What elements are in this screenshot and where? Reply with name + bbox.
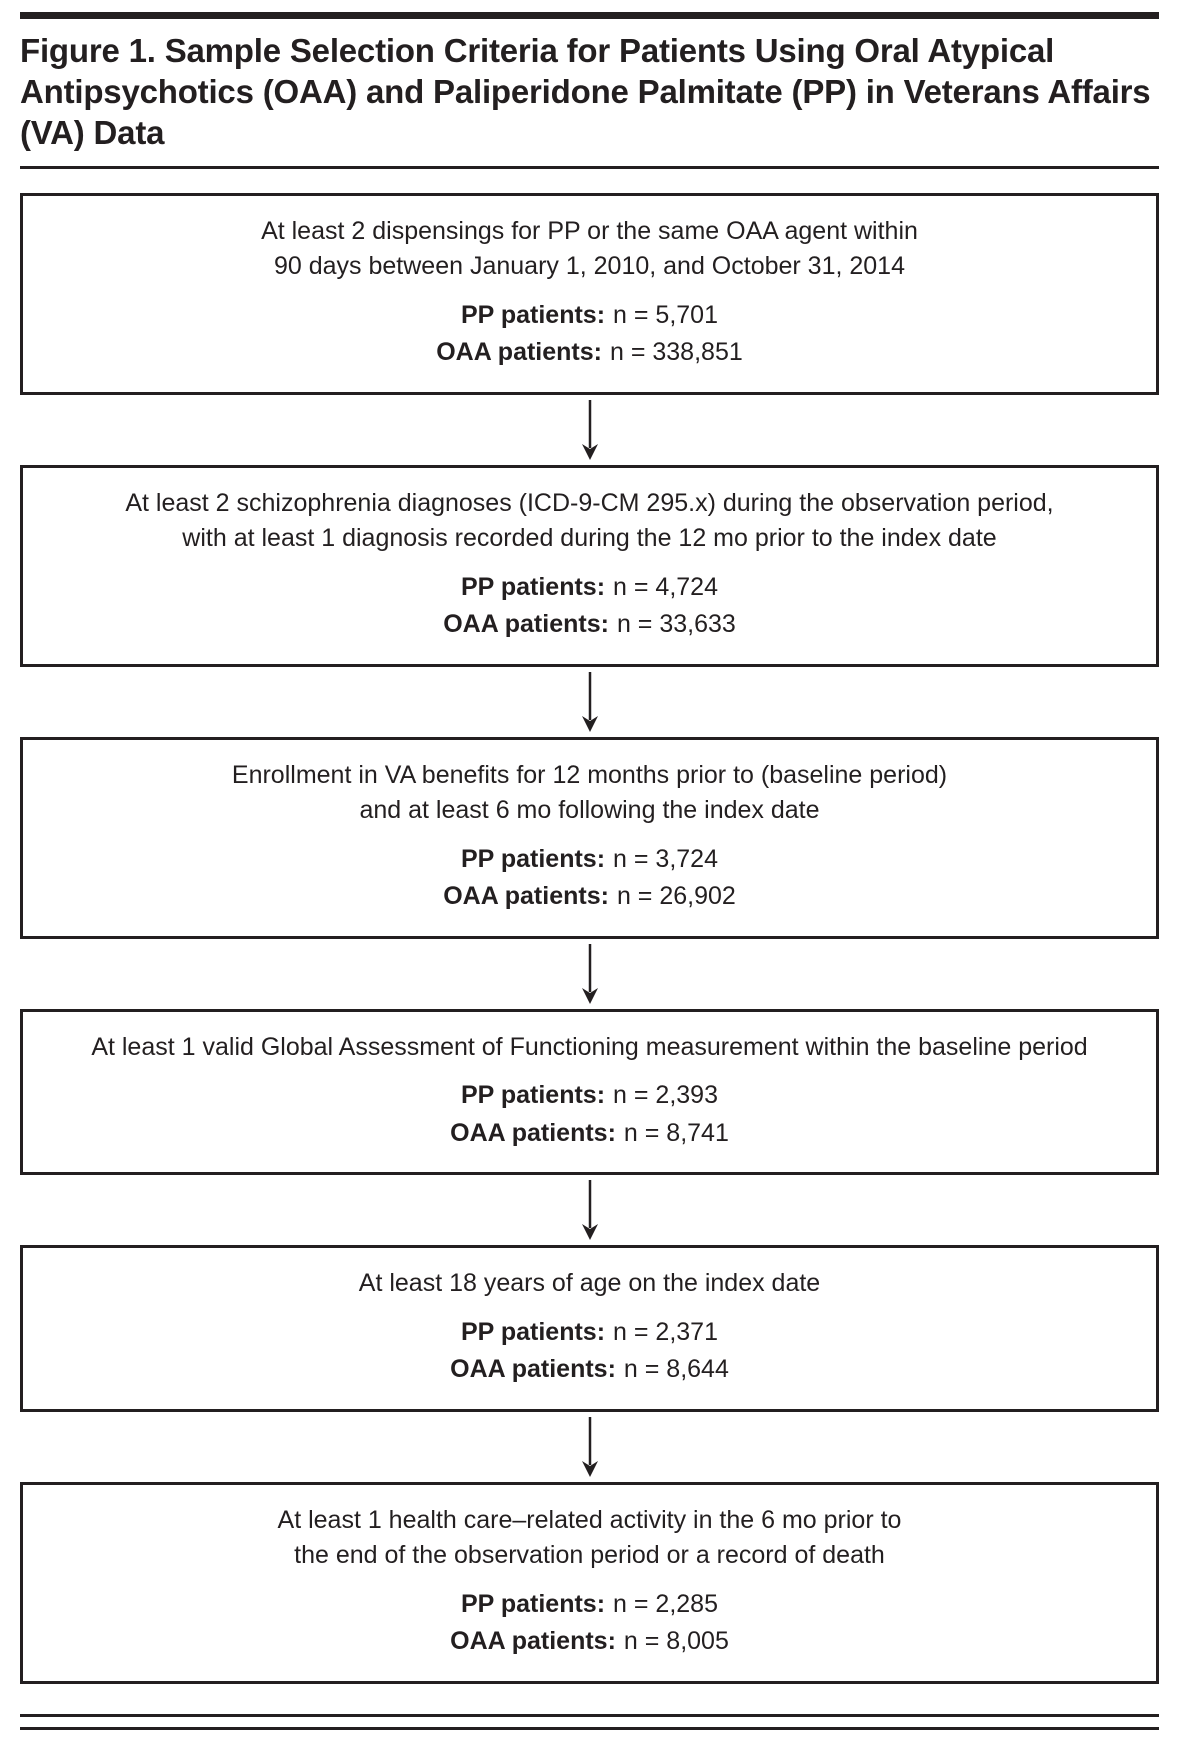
counts [49, 569, 1130, 644]
criteria-line: At least 1 valid Global Assessment of Functioning measurement within the baseline period [91, 1032, 1088, 1061]
criteria-line: At least 18 years of age on the index date [358, 1269, 821, 1298]
figure-title: Figure 1. Sample Selection Criteria for Patients Using Oral Atypical Antipsychotics (OAA) and Paliperidone Palmitate (PP) in Veterans Affairs (VA) Data [20, 32, 1151, 151]
pp-count [49, 1586, 1130, 1624]
oaa-value: n = 8,741 [623, 1118, 729, 1147]
pp-label: PP patients: [461, 572, 606, 601]
flow-box-age [20, 1245, 1159, 1412]
flow-box-enrollment [20, 737, 1159, 939]
pp-value: n = 4,724 [613, 572, 718, 601]
counts [49, 297, 1130, 372]
criteria-line: the end of the observation period or a record of death [294, 1541, 885, 1570]
counts [49, 1077, 1130, 1152]
criteria-text [49, 214, 1130, 285]
pp-count [49, 569, 1130, 607]
flowchart [20, 193, 1159, 1684]
pp-value: n = 2,393 [613, 1081, 718, 1110]
down-arrow [578, 667, 602, 737]
flow-box-activity [20, 1482, 1159, 1684]
criteria-text [49, 1503, 1130, 1574]
down-arrow [578, 1412, 602, 1482]
oaa-count [49, 1115, 1130, 1153]
down-arrow [578, 395, 602, 465]
criteria-line: At least 2 schizophrenia diagnoses (ICD-9-CM 295.x) during the observation period, [125, 488, 1054, 517]
oaa-value: n = 26,902 [616, 882, 736, 911]
oaa-label: OAA patients: [450, 1355, 616, 1384]
oaa-value: n = 338,851 [609, 338, 743, 367]
oaa-count [49, 1351, 1130, 1389]
pp-count [49, 1077, 1130, 1115]
criteria-line: 90 days between January 1, 2010, and October 31, 2014 [273, 252, 905, 281]
pp-value: n = 5,701 [613, 300, 718, 329]
pp-count [49, 297, 1130, 335]
criteria-text [49, 1266, 1130, 1302]
pp-label: PP patients: [461, 844, 606, 873]
pp-value: n = 2,285 [613, 1589, 718, 1618]
oaa-label: OAA patients: [443, 610, 609, 639]
pp-count [49, 1314, 1130, 1352]
criteria-line: and at least 6 mo following the index date [359, 796, 820, 825]
oaa-value: n = 8,005 [623, 1627, 729, 1656]
criteria-line: with at least 1 diagnosis recorded during the 12 mo prior to the index date [182, 524, 997, 553]
counts [49, 841, 1130, 916]
pp-label: PP patients: [461, 1081, 606, 1110]
oaa-label: OAA patients: [450, 1118, 616, 1147]
flow-box-gaf [20, 1009, 1159, 1176]
criteria-line: At least 2 dispensings for PP or the same OAA agent within [261, 216, 918, 245]
oaa-label: OAA patients: [436, 338, 602, 367]
oaa-count [49, 878, 1130, 916]
pp-count [49, 841, 1130, 879]
oaa-label: OAA patients: [443, 882, 609, 911]
criteria-text [49, 1030, 1130, 1066]
flow-box-dispensings [20, 193, 1159, 395]
criteria-text [49, 486, 1130, 557]
title-rule [20, 166, 1159, 169]
top-rule [20, 12, 1159, 19]
bottom-rule-2 [20, 1727, 1159, 1730]
oaa-count [49, 606, 1130, 644]
pp-label: PP patients: [461, 300, 606, 329]
down-arrow [578, 1175, 602, 1245]
pp-value: n = 3,724 [613, 844, 718, 873]
pp-value: n = 2,371 [613, 1317, 718, 1346]
criteria-text [49, 758, 1130, 829]
criteria-line: At least 1 health care–related activity in the 6 mo prior to [277, 1505, 902, 1534]
counts [49, 1314, 1130, 1389]
oaa-count [49, 1623, 1130, 1661]
oaa-count [49, 334, 1130, 372]
down-arrow [578, 939, 602, 1009]
bottom-rule-1 [20, 1714, 1159, 1717]
pp-label: PP patients: [461, 1589, 606, 1618]
flow-box-diagnoses [20, 465, 1159, 667]
criteria-line: Enrollment in VA benefits for 12 months prior to (baseline period) [231, 760, 948, 789]
pp-label: PP patients: [461, 1317, 606, 1346]
oaa-label: OAA patients: [450, 1627, 616, 1656]
oaa-value: n = 33,633 [616, 610, 736, 639]
bottom-rules [20, 1714, 1159, 1730]
counts [49, 1586, 1130, 1661]
oaa-value: n = 8,644 [623, 1355, 729, 1384]
